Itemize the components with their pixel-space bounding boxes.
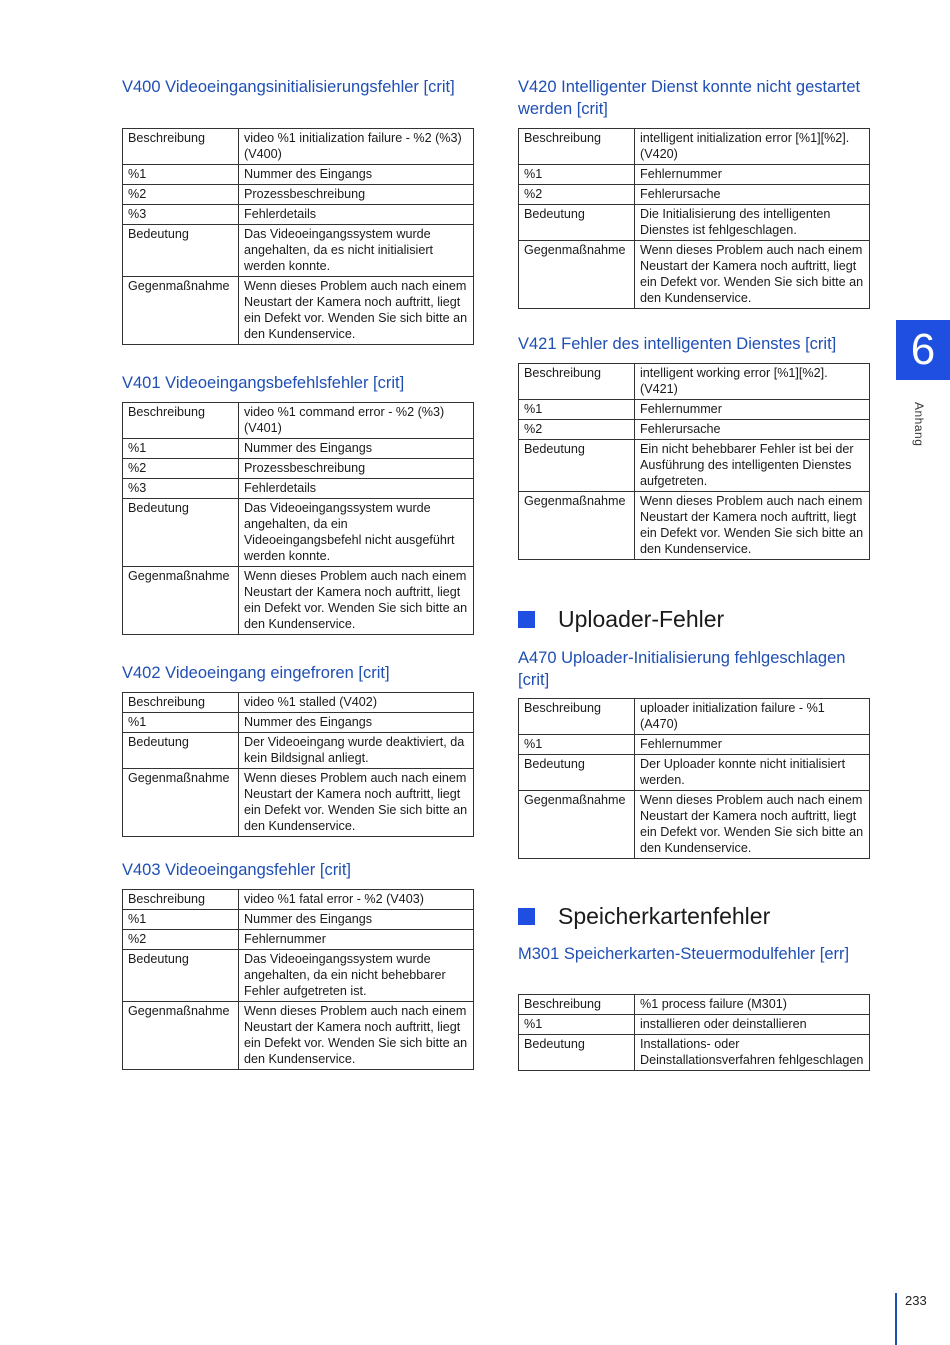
- error-title: V402 Videoeingang eingefroren [crit]: [122, 664, 390, 682]
- table-row: Bedeutung Die Initialisierung des intelligenten Dienstes ist fehlgeschlagen.: [519, 205, 870, 241]
- section-heading-uploader: [518, 605, 870, 633]
- table-row: Gegenmaßnahme Wenn dieses Problem auch nach einem Neustart der Kamera noch auftritt, liegt ein Defekt vor. Wenden Sie sich bitte an den Kundenservice.: [519, 492, 870, 560]
- table-row: %2 Prozessbeschreibung: [123, 459, 474, 479]
- table-row: Bedeutung Das Videoeingangssystem wurde angehalten, da ein nicht behebbarer Fehler aufgetreten ist.: [123, 950, 474, 1002]
- error-table: [122, 128, 474, 345]
- error-table: [122, 402, 474, 635]
- table-row: %1 Nummer des Eingangs: [123, 713, 474, 733]
- error-table: [518, 698, 870, 859]
- error-table: [122, 692, 474, 837]
- error-title: M301 Speicherkarten-Steuermodulfehler [err]: [518, 945, 850, 963]
- table-row: Gegenmaßnahme Wenn dieses Problem auch nach einem Neustart der Kamera noch auftritt, liegt ein Defekt vor. Wenden Sie sich bitte an den Kundenservice.: [123, 1002, 474, 1070]
- error-title: V403 Videoeingangsfehler [crit]: [122, 861, 352, 879]
- table-row: Beschreibung video %1 command error - %2 (%3) (V401): [123, 403, 474, 439]
- table-row: Gegenmaßnahme Wenn dieses Problem auch nach einem Neustart der Kamera noch auftritt, liegt ein Defekt vor. Wenden Sie sich bitte an den Kundenservice.: [519, 791, 870, 859]
- table-row: Bedeutung Der Videoeingang wurde deaktiviert, da kein Bildsignal anliegt.: [123, 733, 474, 769]
- error-title: V401 Videoeingangsbefehlsfehler [crit]: [122, 374, 405, 392]
- table-row: Gegenmaßnahme Wenn dieses Problem auch nach einem Neustart der Kamera noch auftritt, liegt ein Defekt vor. Wenden Sie sich bitte an den Kundenservice.: [123, 567, 474, 635]
- table-row: %1 Fehlernummer: [519, 400, 870, 420]
- page-number-divider: [895, 1293, 897, 1345]
- table-row: %2 Fehlerursache: [519, 420, 870, 440]
- chapter-label: Anhang: [912, 402, 926, 447]
- square-bullet-icon: [518, 908, 535, 925]
- table-row: Beschreibung intelligent initialization error [%1][%2]. (V420): [519, 129, 870, 165]
- table-row: Gegenmaßnahme Wenn dieses Problem auch nach einem Neustart der Kamera noch auftritt, liegt ein Defekt vor. Wenden Sie sich bitte an den Kundenservice.: [519, 241, 870, 309]
- table-row: Beschreibung intelligent working error [%1][%2]. (V421): [519, 364, 870, 400]
- error-title: A470 Uploader-Initialisierung fehlgeschlagen [crit]: [518, 649, 846, 689]
- table-row: Gegenmaßnahme Wenn dieses Problem auch nach einem Neustart der Kamera noch auftritt, liegt ein Defekt vor. Wenden Sie sich bitte an den Kundenservice.: [123, 277, 474, 345]
- table-row: Bedeutung Der Uploader konnte nicht initialisiert werden.: [519, 755, 870, 791]
- table-row: %1 Nummer des Eingangs: [123, 165, 474, 185]
- section-heading-memcard: [518, 902, 870, 930]
- chapter-tab: 6: [896, 320, 950, 380]
- table-row: Bedeutung Das Videoeingangssystem wurde angehalten, da ein Videoeingangsbefehl nicht ausgeführt werden konnte.: [123, 499, 474, 567]
- table-row: Bedeutung Das Videoeingangssystem wurde angehalten, da es nicht initialisiert werden konnte.: [123, 225, 474, 277]
- table-row: %1 installieren oder deinstallieren: [519, 1015, 870, 1035]
- error-table: [518, 363, 870, 560]
- table-row: %1 Nummer des Eingangs: [123, 439, 474, 459]
- table-row: Beschreibung video %1 stalled (V402): [123, 693, 474, 713]
- table-row: Beschreibung video %1 initialization failure - %2 (%3) (V400): [123, 129, 474, 165]
- error-table: [518, 128, 870, 309]
- error-title: V421 Fehler des intelligenten Dienstes [crit]: [518, 335, 837, 353]
- table-row: Beschreibung %1 process failure (M301): [519, 995, 870, 1015]
- table-row: %1 Fehlernummer: [519, 735, 870, 755]
- error-table: [518, 994, 870, 1071]
- table-row: Bedeutung Ein nicht behebbarer Fehler ist bei der Ausführung des intelligenten Dienstes aufgetreten.: [519, 440, 870, 492]
- section-heading-text: Speicherkartenfehler: [558, 903, 771, 929]
- error-table: [122, 889, 474, 1070]
- table-row: %1 Fehlernummer: [519, 165, 870, 185]
- table-row: %3 Fehlerdetails: [123, 479, 474, 499]
- error-title: V400 Videoeingangsinitialisierungsfehler [crit]: [122, 78, 455, 96]
- page-number: 233: [905, 1293, 927, 1308]
- table-row: Beschreibung uploader initialization failure - %1 (A470): [519, 699, 870, 735]
- table-row: %2 Prozessbeschreibung: [123, 185, 474, 205]
- section-heading-text: Uploader-Fehler: [558, 606, 725, 632]
- table-row: %3 Fehlerdetails: [123, 205, 474, 225]
- table-row: Beschreibung video %1 fatal error - %2 (V403): [123, 890, 474, 910]
- table-row: %1 Nummer des Eingangs: [123, 910, 474, 930]
- table-row: Gegenmaßnahme Wenn dieses Problem auch nach einem Neustart der Kamera noch auftritt, liegt ein Defekt vor. Wenden Sie sich bitte an den Kundenservice.: [123, 769, 474, 837]
- table-row: Bedeutung Installations- oder Deinstallationsverfahren fehlgeschlagen: [519, 1035, 870, 1071]
- error-title: V420 Intelligenter Dienst konnte nicht gestartet werden [crit]: [518, 78, 861, 118]
- table-row: %2 Fehlernummer: [123, 930, 474, 950]
- table-row: %2 Fehlerursache: [519, 185, 870, 205]
- square-bullet-icon: [518, 611, 535, 628]
